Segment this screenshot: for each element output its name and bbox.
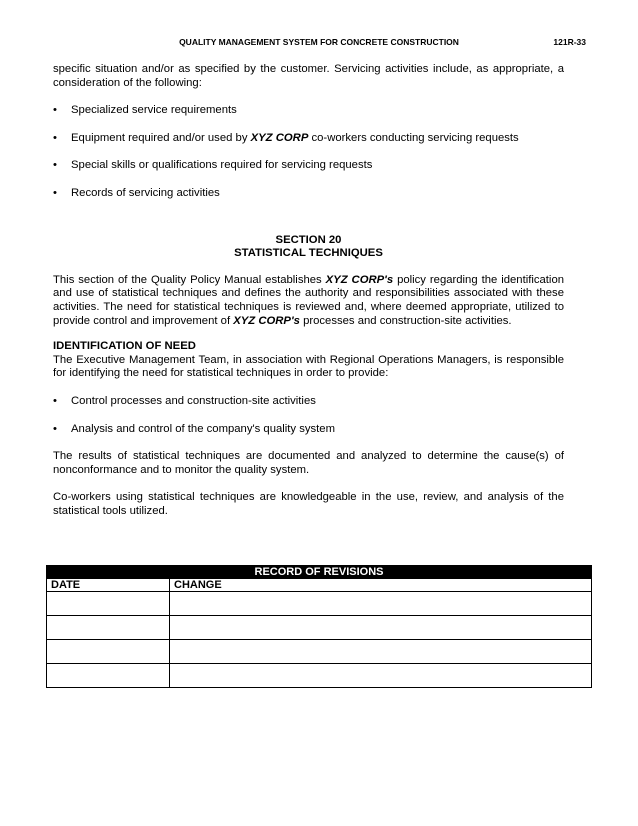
section-heading [53, 234, 564, 261]
table-row [47, 664, 592, 688]
results-paragraph: The results of statistical techniques are documented and analyzed to determine the cause(s) of nonconformance and to monitor the quality system. [53, 450, 564, 476]
section-title: STATISTICAL TECHNIQUES [234, 247, 383, 260]
section-intro-paragraph: This section of the Quality Policy Manual establishes XYZ CORP's policy regarding the identification and use of statistical techniques and defines the authority and responsibilities associated with these activities. The need for statistical techniques is reviewed and, where deemed appropriate, utilized to provide control and improvement of XYZ CORP's processes and construction-site activities. [53, 273, 565, 327]
need-heading: IDENTIFICATION OF NEED [53, 340, 196, 353]
date-cell [47, 616, 170, 640]
column-header-change: CHANGE [170, 579, 592, 592]
intro-paragraph: specific situation and/or as specified by the customer. Servicing activities include, as appropriate, a consideration of the following: [53, 63, 564, 89]
coworkers-paragraph: Co-workers using statistical techniques are knowledgeable in the use, review, and analysis of the statistical tools utilized. [53, 491, 564, 517]
list-item: • Special skills or qualifications required for servicing requests [53, 159, 564, 173]
change-cell [170, 664, 592, 688]
date-cell [47, 664, 170, 688]
section-number: SECTION 20 [275, 233, 342, 246]
revisions-title-row [47, 566, 592, 579]
revisions-table [46, 565, 592, 688]
need-list [53, 395, 564, 436]
page-number: 121R-33 [553, 37, 586, 47]
page-header [0, 37, 638, 49]
table-row [47, 640, 592, 664]
servicing-list [53, 104, 564, 200]
change-cell [170, 640, 592, 664]
list-item: • Specialized service requirements [53, 104, 564, 118]
list-item: • Control processes and construction-site activities [53, 395, 564, 409]
header-title: QUALITY MANAGEMENT SYSTEM FOR CONCRETE CONSTRUCTION [179, 37, 459, 47]
list-item: • Analysis and control of the company's quality system [53, 423, 564, 437]
need-paragraph: The Executive Management Team, in association with Regional Operations Managers, is responsible for identifying the need for statistical techniques in order to provide: [53, 353, 564, 380]
change-cell [170, 592, 592, 616]
date-cell [47, 640, 170, 664]
table-row [47, 616, 592, 640]
date-cell [47, 592, 170, 616]
revisions-title: RECORD OF REVISIONS [47, 566, 592, 579]
column-header-date: DATE [47, 579, 170, 592]
change-cell [170, 616, 592, 640]
list-item: • Records of servicing activities [53, 187, 564, 201]
table-row [47, 592, 592, 616]
document-body [53, 63, 564, 518]
revisions-header-row [47, 579, 592, 592]
list-item: • Equipment required and/or used by XYZ CORP co-workers conducting servicing requests [53, 132, 564, 146]
